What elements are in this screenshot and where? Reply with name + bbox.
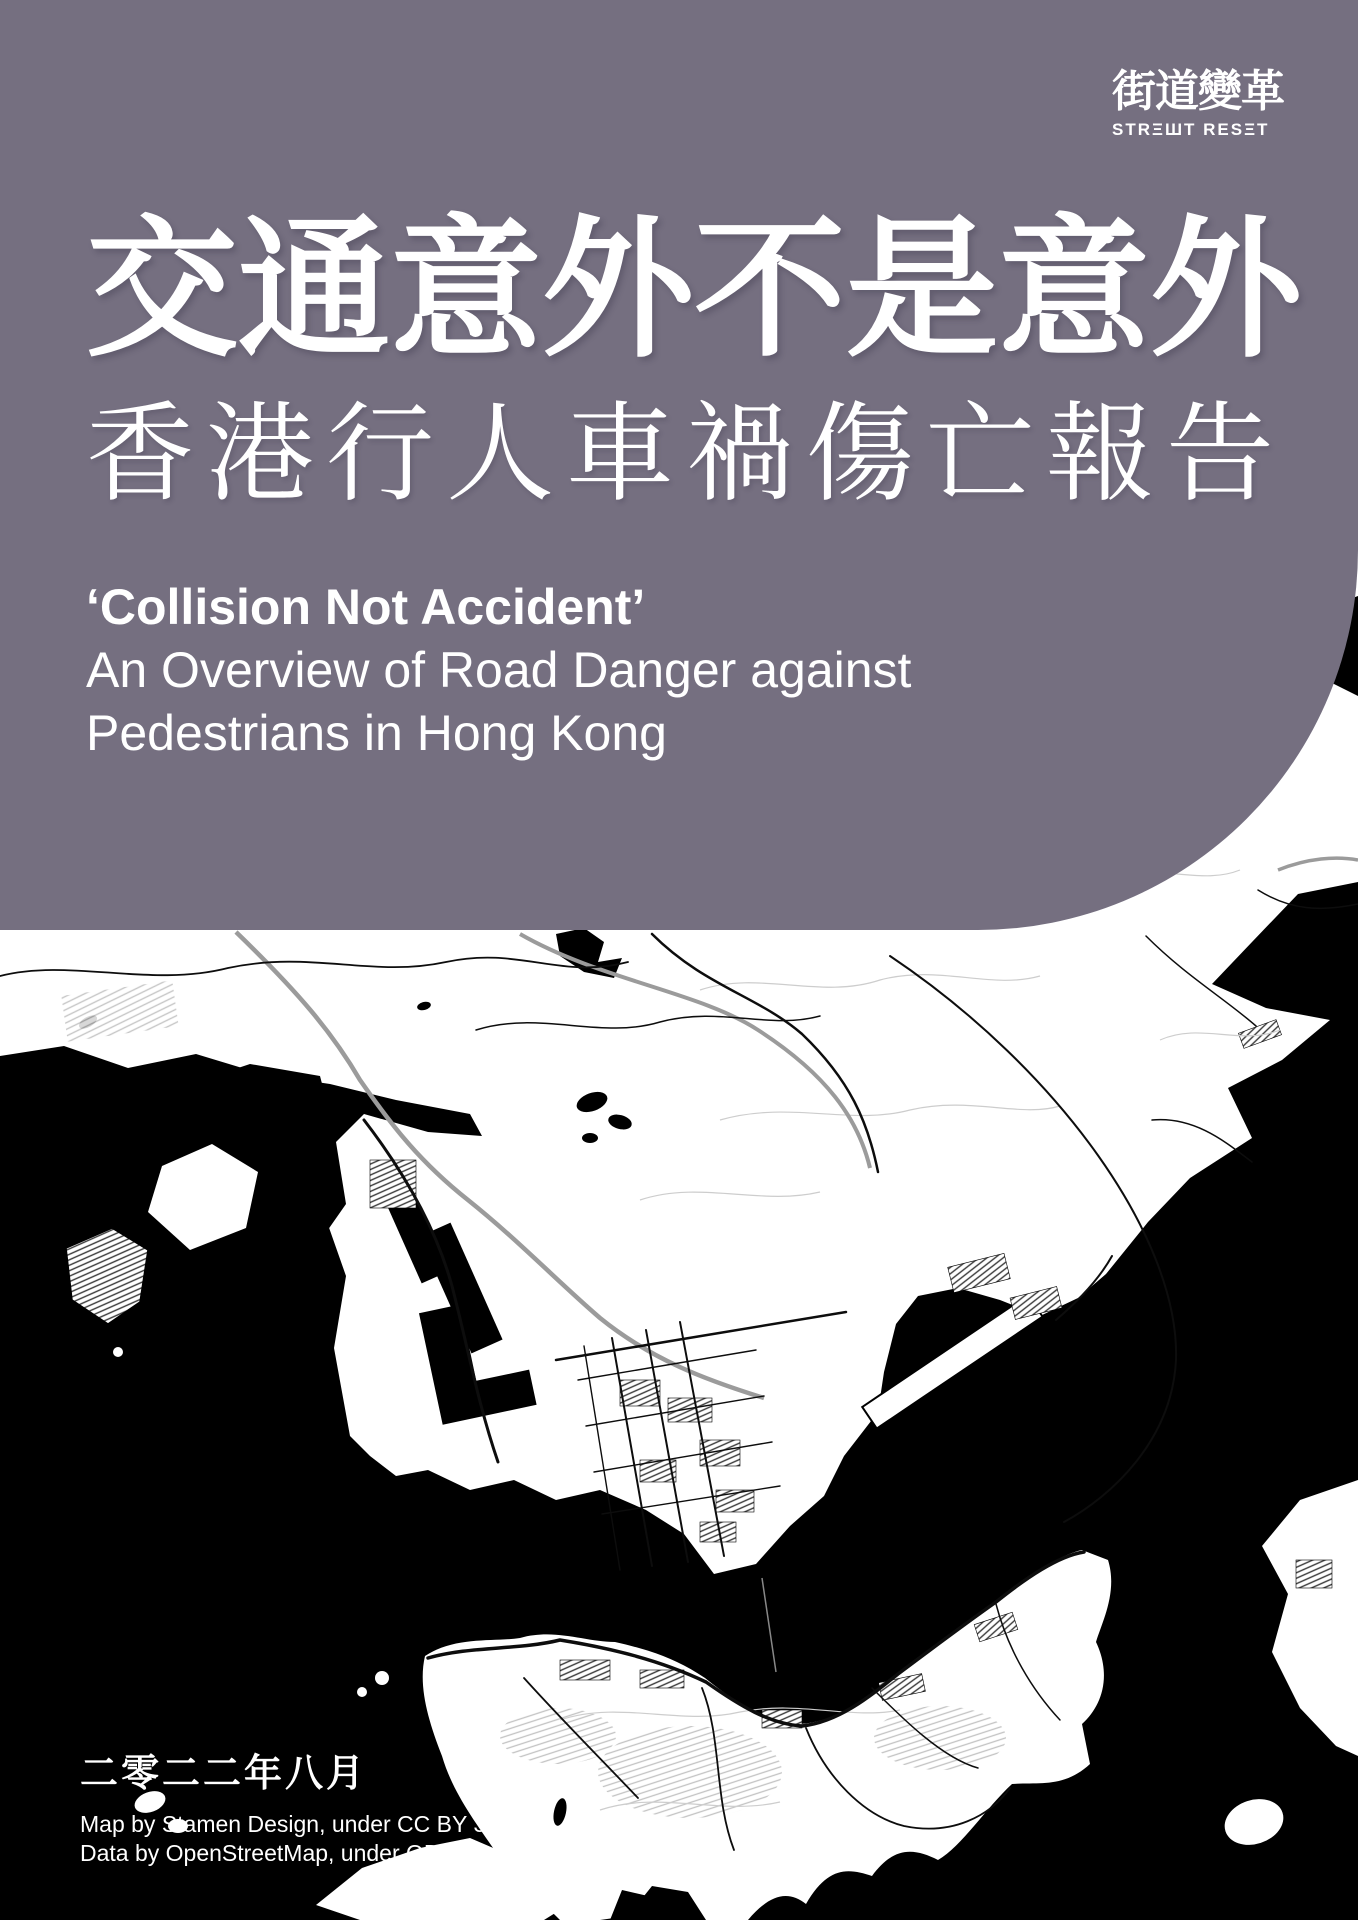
subtitle-line-2: An Overview of Road Danger against: [86, 642, 912, 698]
publication-date: 二零二二年八月: [80, 1753, 368, 1795]
sub-title-chinese: 香港行人車禍傷亡報告: [86, 393, 1287, 514]
attribution-line-1: Map by Stamen Design, under CC BY 3.0.: [80, 1811, 512, 1837]
street-reset-logo: [1112, 67, 1284, 140]
map-attribution: [80, 1810, 512, 1868]
cover-footer: [80, 1742, 512, 1868]
logo-latin-text: STRΞШT RESΞT: [1112, 120, 1270, 139]
subtitle-line-3: Pedestrians in Hong Kong: [86, 705, 667, 761]
english-subtitle: [86, 576, 911, 765]
map-islet: [113, 1347, 123, 1357]
attribution-line-2: Data by OpenStreetMap, under ODbL.: [80, 1840, 473, 1866]
main-title-chinese: 交通意外不是意外: [86, 205, 1302, 375]
subtitle-line-1: ‘Collision Not Accident’: [86, 579, 646, 635]
logo-cjk-text: 街道變革: [1112, 67, 1284, 116]
